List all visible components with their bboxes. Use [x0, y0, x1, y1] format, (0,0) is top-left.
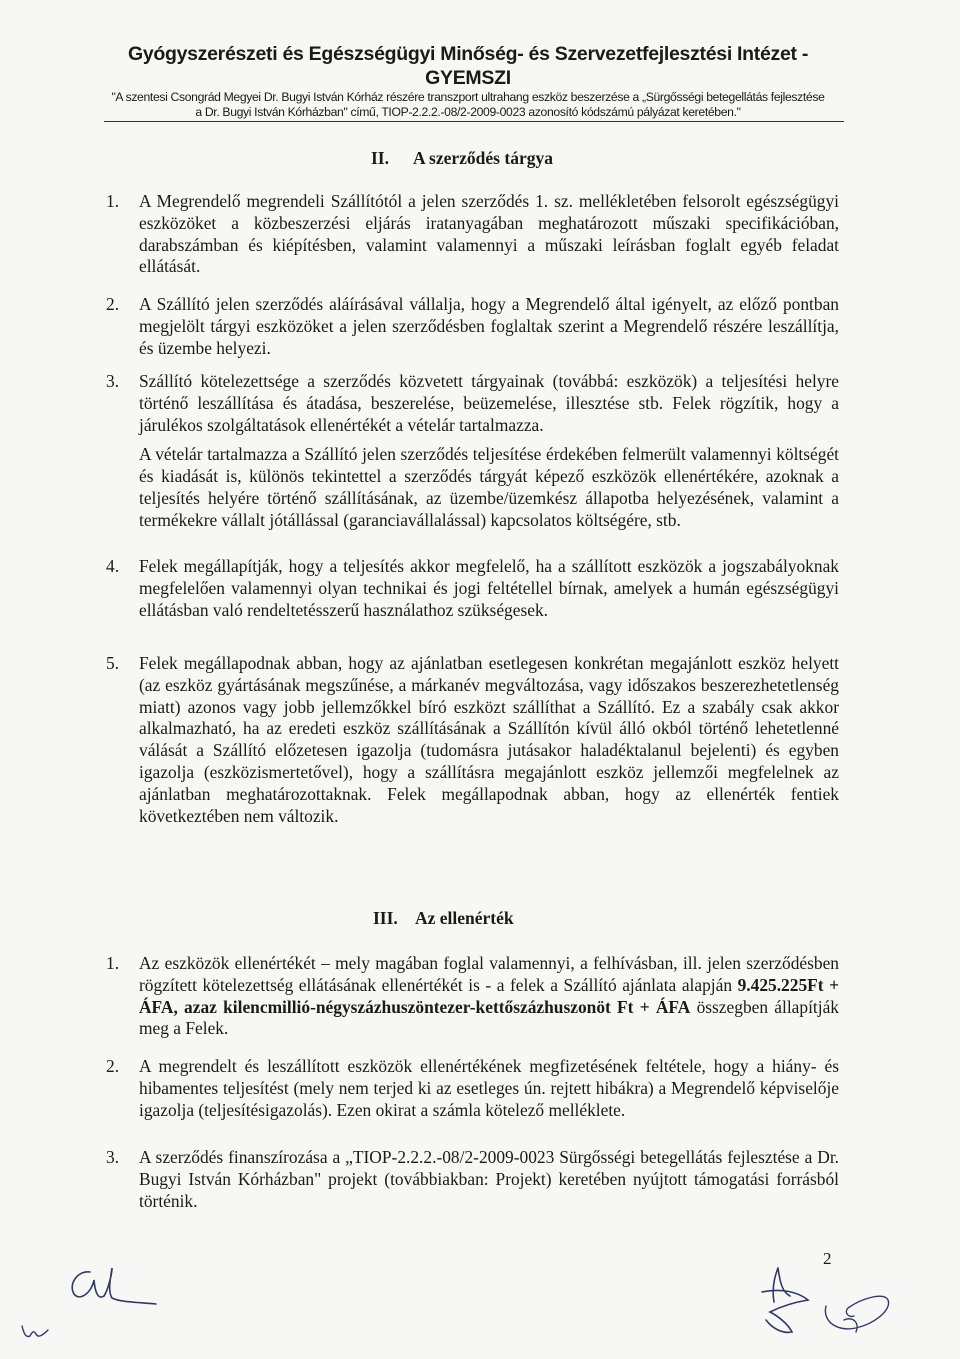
item-text: Szállító kötelezettsége a szerződés közvetett tárgyainak (továbbá: eszközök) a teljesítési helyre történő leszállítása és átadása, beszerelése, beüzemelése, illesztése stb. Felek rögzítik, hogy a járulékos szolgáltatások ellenértékét a vételár tartalmazza. [139, 371, 839, 435]
section-2-number: II. [371, 148, 389, 168]
item-text: Felek megállapítják, hogy a teljesítés akkor megfelelő, ha a szállított eszközök a jogszabályoknak megfelelően valamennyi olyan technikai és jogi feltétellel bírnak, amelyek a humán egészségügyi ellátásban való rendeltetésszerű használathoz szükségesek. [139, 556, 839, 620]
section-2-item-3 [106, 371, 839, 532]
section-3-title: Az ellenérték [415, 908, 514, 928]
section-2-title: A szerződés tárgya [413, 148, 553, 168]
section-2-item-1 [106, 191, 839, 278]
handwritten-signature-right [752, 1262, 902, 1346]
section-3-heading [373, 907, 514, 929]
handwritten-initials-left [60, 1262, 190, 1312]
header-line-2: a Dr. Bugyi István Kórházban" című, TIOP-2.2.2.-08/2-2009-0023 azonosító kódszámú pályázat keretében." [195, 105, 741, 119]
section-3-item-3 [106, 1147, 839, 1212]
section-3-item-2 [106, 1056, 839, 1121]
item-text: A megrendelt és leszállított eszközök ellenértékének megfizetésének feltétele, hogy a hiány- és hibamentes teljesítést (mely nem terjed ki az esetleges ún. rejtett hibákra) a Megrendelő képviselője igazolja (teljesítésigazolás). Ezen okirat a számla kötelező melléklete. [139, 1056, 839, 1120]
section-3-item-1 [106, 953, 839, 1040]
price-text-before: Az eszközök ellenértékét – mely magában foglal valamennyi, a felhívásban, ill. jelen szerződésben rögzített kötelezettség ellátásának ellenértékét is - a felek a Szállító ajánlata alapján [139, 953, 839, 995]
item-number: 3. [106, 1147, 120, 1167]
item-text: A Szállító jelen szerződés aláírásával vállalja, hogy a Megrendelő által igényelt, az előző pontban megjelölt tárgyi eszközöket a jelen szerződésben foglaltak szerint a Megrendelő részére leszállítja, és üzembe helyezi. [139, 294, 839, 358]
section-2-item-2 [106, 294, 839, 359]
section-2-heading [371, 147, 553, 169]
header-line-1: "A szentesi Csongrád Megyei Dr. Bugyi István Kórház részére transzport ultrahang eszköz beszerzése a „Sürgősségi betegellátás fejlesztése [111, 90, 825, 104]
item-number: 2. [106, 294, 120, 314]
item-text [139, 953, 839, 1040]
item-text: Felek megállapodnak abban, hogy az ajánlatban esetlegesen konkrétan megajánlott eszköz helyett (az eszköz gyártásának megszűnése, a márkanév megváltozása, vagy időszakos beszerezhetetlenség miatt) azonos vagy jobb jellemzőkkel bíró eszközt szállíthat a Szállító. Ez a szabály csak akkor alkalmazható, ha az eredeti eszköz szállításának a Szállítón kívül álló okból történő lehetetlenné válását a Szállító előzetesen igazolja (tudomásra jutásakor haladéktalanul bejelenti) és egyben igazolja (eszközismertetővel), hogy a szállításra megajánlott eszköz jellemzői megfelelnek az ajánlatban meghatározottaknak. Felek megállapodnak abban, hogy az ellenérték fentiek következtében nem változik. [139, 653, 839, 826]
item-number: 1. [106, 953, 120, 973]
price-text-after: összegben állapítják meg a Felek. [139, 996, 840, 1039]
section-3-number: III. [373, 908, 398, 928]
item-text: A szerződés finanszírozása a „TIOP-2.2.2.-08/2-2009-0023 Sürgősségi betegellátás fejlesztése a Dr. Bugyi István Kórházban" projekt (továbbiakban: Projekt) keretében nyújtott támogatási forrásból történik. [139, 1147, 839, 1211]
price-amount: 9.425.225Ft + ÁFA, azaz kilencmillió-négyszázhuszöntezer-kettőszázhuszonöt Ft + ÁFA [139, 974, 840, 1017]
item-text-continued: A vételár tartalmazza a Szállító jelen szerződés teljesítése érdekében felmerült valamennyi költségét és kiadását is, különös tekintettel a szerződés tárgyát képező eszközök ellenértékére, azoknak a teljesítés helyére történő szállításának, az üzembe/üzemkész állapotba helyezésének, valamint a termékekre vállalt jótállással (garanciavállalással) kapcsolatos költségére, stb. [139, 444, 839, 530]
item-text: A Megrendelő megrendeli Szállítótól a jelen szerződés 1. sz. mellékletében felsorolt egészségügyi eszközöket a közbeszerzési eljárás iratanyagában meghatározott műszaki specifikációban, darabszámban és kiépítésben, valamint valamennyi a műszaki leírásban foglalt egyéb feladat ellátását. [139, 191, 839, 277]
item-number: 5. [106, 653, 120, 673]
document-header [88, 42, 848, 120]
item-number: 1. [106, 191, 120, 211]
item-number: 4. [106, 556, 120, 576]
institute-title: Gyógyszerészeti és Egészségügyi Minőség- és Szervezetfejlesztési Intézet - GYEMSZI [127, 43, 809, 89]
header-divider [104, 121, 844, 122]
handwritten-mark-corner [18, 1320, 58, 1344]
page-number: 2 [823, 1249, 832, 1268]
item-number: 2. [106, 1056, 120, 1076]
item-number: 3. [106, 371, 120, 391]
section-2-item-5 [106, 653, 839, 827]
section-2-item-4 [106, 556, 839, 621]
